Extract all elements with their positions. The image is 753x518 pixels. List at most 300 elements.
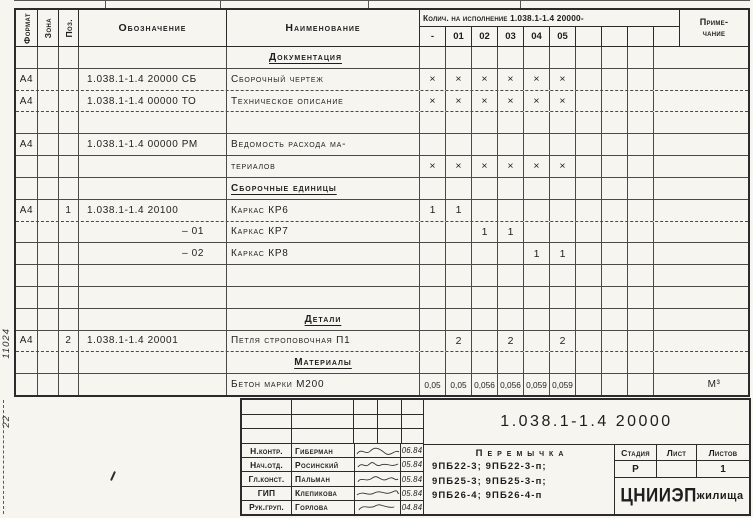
- signature-scribble: [355, 472, 401, 485]
- qty-col-label: 03: [498, 27, 524, 46]
- revision-cell: [292, 429, 355, 443]
- qty-cell: [628, 156, 654, 177]
- name-text: Каркас КР7: [231, 226, 289, 238]
- qty-cell: [446, 243, 472, 264]
- stage-header-row: [615, 445, 749, 461]
- note-cell: [680, 91, 748, 112]
- section-heading: Документация: [269, 51, 342, 63]
- qty-cell: [446, 112, 472, 133]
- qty-cell: ×: [550, 91, 576, 112]
- pos-cell: [59, 265, 79, 286]
- qty-cell: [420, 331, 446, 352]
- approval-date: 05.84: [401, 488, 423, 498]
- qty-cells: [420, 91, 680, 112]
- quantity-group-title: Колич. на исполнение 1.038.1-1.4 20000-: [420, 10, 679, 27]
- qty-cell: [602, 222, 628, 243]
- format-cell: [16, 352, 38, 373]
- revision-cell: [402, 415, 423, 429]
- zone-cell: [38, 91, 59, 112]
- note-cell: [680, 265, 748, 286]
- qty-cell: 1: [446, 200, 472, 221]
- qty-cell: [602, 134, 628, 155]
- qty-cells: [420, 352, 680, 373]
- qty-cell: [654, 309, 680, 330]
- format-cell: А4: [16, 69, 38, 90]
- organization-logo: [615, 478, 749, 514]
- qty-cell: [602, 265, 628, 286]
- qty-cell: [472, 352, 498, 373]
- qty-cell: [628, 69, 654, 90]
- qty-cell: [524, 222, 550, 243]
- zone-cell: [38, 69, 59, 90]
- qty-cell: [550, 47, 576, 68]
- qty-cell: [472, 112, 498, 133]
- qty-cell: [602, 374, 628, 395]
- qty-cell: [654, 69, 680, 90]
- qty-cell: [524, 112, 550, 133]
- qty-col-label: 01: [446, 27, 472, 46]
- qty-cell: [446, 47, 472, 68]
- qty-cell: [550, 178, 576, 199]
- qty-cell: [472, 134, 498, 155]
- qty-cell: [524, 331, 550, 352]
- approval-row: [242, 458, 423, 472]
- name-cell: [227, 243, 420, 264]
- designation-cell: 1.038.1-1.4 20000 СБ: [79, 69, 227, 90]
- note-cell: [680, 47, 748, 68]
- qty-cell: 0,05: [420, 374, 446, 395]
- approval-role: Рук.груп.: [242, 501, 292, 514]
- name-cell: [227, 134, 420, 155]
- qty-cell: [628, 243, 654, 264]
- designation-cell: 1.038.1-1.4 00000 ТО: [79, 91, 227, 112]
- format-cell: [16, 287, 38, 308]
- qty-cell: 1: [550, 243, 576, 264]
- qty-cell: [628, 287, 654, 308]
- qty-cell: [602, 331, 628, 352]
- stage-label: Стадия: [615, 445, 657, 460]
- note-cell: [680, 112, 748, 133]
- margin-inventory-number: 11024: [1, 328, 12, 359]
- zone-cell: [38, 200, 59, 221]
- stage-sheet-block: [615, 445, 749, 514]
- qty-cell: [576, 200, 602, 221]
- name-cell: [227, 178, 420, 199]
- qty-cell: [524, 352, 550, 373]
- designation-cell: [79, 112, 227, 133]
- designation-cell: [79, 47, 227, 68]
- name-text: Каркас КР6: [231, 204, 289, 216]
- qty-cell: [550, 352, 576, 373]
- revision-cell: [292, 400, 355, 414]
- designation-cell: 1.038.1-1.4 20100: [79, 200, 227, 221]
- qty-cell: [602, 309, 628, 330]
- col-header-zone-label: Зона: [43, 17, 53, 39]
- qty-cell: [654, 243, 680, 264]
- zone-cell: [38, 309, 59, 330]
- qty-cell: [602, 91, 628, 112]
- qty-cell: [550, 200, 576, 221]
- qty-cell: [576, 331, 602, 352]
- approval-row: [242, 501, 423, 514]
- revision-cell: [354, 429, 378, 443]
- spec-row: [16, 374, 748, 395]
- sheets-label: Листов: [708, 447, 738, 458]
- note-cell: [680, 309, 748, 330]
- qty-cell: [498, 352, 524, 373]
- qty-cell: [498, 112, 524, 133]
- qty-cell: ×: [420, 156, 446, 177]
- sheets-value: 1: [720, 463, 726, 475]
- designation-cell: 1.038.1-1.4 20001: [79, 331, 227, 352]
- qty-col-label: [602, 27, 628, 46]
- qty-cell: [420, 112, 446, 133]
- spec-row: [16, 243, 748, 265]
- qty-cell: [628, 178, 654, 199]
- qty-cell: [576, 287, 602, 308]
- name-cell: [227, 69, 420, 90]
- pos-cell: [59, 178, 79, 199]
- spec-row: [16, 47, 748, 69]
- revision-grid: [242, 400, 423, 444]
- zone-cell: [38, 265, 59, 286]
- section-heading: Материалы: [294, 357, 352, 369]
- qty-cells: [420, 222, 680, 243]
- organization-name-main: ЦНИИЭП: [620, 484, 697, 507]
- qty-col-label: -: [420, 27, 446, 46]
- format-cell: [16, 112, 38, 133]
- qty-cell: [576, 112, 602, 133]
- col-header-quantity-group: [420, 10, 680, 46]
- signature-scribble: [355, 487, 401, 500]
- note-header-line1: Приме-: [699, 16, 729, 27]
- title-block-right: [424, 400, 749, 514]
- qty-cells: [420, 178, 680, 199]
- qty-cell: 1: [524, 243, 550, 264]
- designation-cell: – 01: [79, 222, 227, 243]
- zone-cell: [38, 243, 59, 264]
- section-heading: Сборочные единицы: [231, 182, 337, 194]
- qty-cell: [498, 47, 524, 68]
- qty-cell: [576, 156, 602, 177]
- approval-role: ГИП: [242, 487, 292, 500]
- name-text: Бетон марки М200: [231, 379, 325, 391]
- qty-cell: [472, 47, 498, 68]
- qty-cells: [420, 287, 680, 308]
- qty-cell: [498, 178, 524, 199]
- qty-cell: [472, 243, 498, 264]
- name-cell: [227, 352, 420, 373]
- revision-cell: [354, 400, 378, 414]
- spec-row: [16, 309, 748, 331]
- qty-cell: [524, 200, 550, 221]
- qty-cell: [602, 352, 628, 373]
- qty-cell: 0,056: [472, 374, 498, 395]
- qty-cell: [576, 91, 602, 112]
- approval-name: Горлова: [292, 501, 355, 514]
- qty-cell: 0,056: [498, 374, 524, 395]
- qty-cell: [524, 287, 550, 308]
- approval-row: [242, 444, 423, 458]
- zone-cell: [38, 134, 59, 155]
- pos-cell: [59, 287, 79, 308]
- zone-cell: [38, 222, 59, 243]
- revision-cell: [402, 429, 423, 443]
- qty-cells: [420, 309, 680, 330]
- qty-cell: ×: [446, 69, 472, 90]
- qty-cell: [628, 91, 654, 112]
- qty-cells: [420, 374, 680, 395]
- designation-cell: [79, 352, 227, 373]
- spec-row: [16, 178, 748, 200]
- format-cell: А4: [16, 331, 38, 352]
- qty-cell: [602, 200, 628, 221]
- zone-cell: [38, 47, 59, 68]
- pos-cell: [59, 352, 79, 373]
- qty-cell: [550, 222, 576, 243]
- qty-cells: [420, 200, 680, 221]
- approval-role: Гл.конст.: [242, 472, 292, 485]
- col-header-format-label: Формат: [21, 12, 32, 44]
- qty-cell: [498, 134, 524, 155]
- qty-cell: [472, 265, 498, 286]
- qty-cell: [654, 47, 680, 68]
- qty-cell: [420, 309, 446, 330]
- qty-cell: ×: [498, 91, 524, 112]
- note-cell: [680, 178, 748, 199]
- qty-cell: [576, 309, 602, 330]
- spec-table-header: [16, 10, 748, 47]
- document-number: 1.038.1-1.4 20000: [424, 400, 749, 445]
- qty-col-label: [628, 27, 654, 46]
- qty-cell: [654, 222, 680, 243]
- qty-cell: [576, 69, 602, 90]
- qty-cell: [602, 47, 628, 68]
- stray-pen-mark: [110, 471, 116, 481]
- qty-cell: [420, 47, 446, 68]
- note-cell: М³: [707, 379, 721, 391]
- spec-row: [16, 112, 748, 134]
- approval-row: [242, 487, 423, 501]
- signature-scribble: [355, 458, 401, 471]
- section-heading: Детали: [304, 313, 342, 325]
- approval-role: Нач.отд.: [242, 458, 292, 471]
- approval-date: 06.84: [401, 446, 423, 456]
- note-cell: [680, 200, 748, 221]
- zone-cell: [38, 374, 59, 395]
- pos-cell: [59, 69, 79, 90]
- qty-cell: 1: [420, 200, 446, 221]
- qty-cell: [420, 352, 446, 373]
- qty-cell: [498, 243, 524, 264]
- qty-col-label: 05: [550, 27, 576, 46]
- spec-table-body: [16, 47, 748, 395]
- zone-cell: [38, 352, 59, 373]
- qty-cell: [628, 331, 654, 352]
- name-cell: [227, 222, 420, 243]
- title-block: [240, 398, 751, 516]
- qty-cell: [576, 47, 602, 68]
- revision-cell: [242, 429, 292, 443]
- pos-cell: [59, 134, 79, 155]
- qty-cell: [550, 287, 576, 308]
- note-cell: [680, 134, 748, 155]
- qty-cell: [602, 178, 628, 199]
- spec-row: [16, 134, 748, 156]
- qty-cell: [472, 331, 498, 352]
- qty-cell: [628, 222, 654, 243]
- qty-cell: 1: [472, 222, 498, 243]
- qty-cell: [420, 178, 446, 199]
- stage-value-row: [615, 461, 749, 478]
- name-cell: [227, 112, 420, 133]
- revision-cell: [402, 400, 423, 414]
- designation-cell: [79, 287, 227, 308]
- note-cell: [680, 331, 748, 352]
- product-line: 9ПБ26-4; 9ПБ26-4-п: [432, 490, 543, 502]
- revision-cell: [292, 415, 355, 429]
- qty-cells: [420, 156, 680, 177]
- qty-cell: [550, 112, 576, 133]
- qty-cell: [654, 265, 680, 286]
- revision-row: [242, 400, 423, 415]
- specification-table: [14, 8, 750, 397]
- qty-cell: [420, 287, 446, 308]
- revision-cell: [378, 400, 402, 414]
- pos-cell: [59, 112, 79, 133]
- qty-cell: [576, 352, 602, 373]
- name-cell: [227, 309, 420, 330]
- name-cell: [227, 156, 420, 177]
- zone-cell: [38, 287, 59, 308]
- qty-cell: [498, 200, 524, 221]
- qty-cells: [420, 134, 680, 155]
- qty-cell: [420, 134, 446, 155]
- qty-cell: ×: [420, 91, 446, 112]
- qty-cell: [576, 374, 602, 395]
- approval-name: Росинский: [292, 458, 355, 471]
- qty-cell: [654, 352, 680, 373]
- qty-cell: [550, 265, 576, 286]
- qty-cell: [602, 243, 628, 264]
- approval-name: Гиберман: [292, 444, 355, 457]
- revision-row: [242, 429, 423, 443]
- qty-cell: [654, 178, 680, 199]
- format-cell: [16, 222, 38, 243]
- col-header-zone: [38, 10, 59, 46]
- revision-cell: [242, 415, 292, 429]
- qty-cell: ×: [524, 69, 550, 90]
- pos-cell: [59, 243, 79, 264]
- designation-cell: – 02: [79, 243, 227, 264]
- qty-cell: ×: [472, 91, 498, 112]
- qty-cell: [420, 265, 446, 286]
- qty-col-label: [576, 27, 602, 46]
- qty-cell: [524, 47, 550, 68]
- col-header-position-label: Поз.: [63, 18, 74, 38]
- approval-name: Пальман: [292, 472, 355, 485]
- product-line: 9ПБ25-3; 9ПБ25-3-п;: [432, 475, 547, 487]
- qty-cell: [446, 352, 472, 373]
- qty-cell: 0,059: [550, 374, 576, 395]
- qty-cells: [420, 331, 680, 352]
- revision-cell: [378, 429, 402, 443]
- qty-cell: [524, 134, 550, 155]
- designation-cell: [79, 309, 227, 330]
- qty-cell: [628, 374, 654, 395]
- note-cell: [680, 243, 748, 264]
- qty-cell: [576, 222, 602, 243]
- qty-cell: [654, 287, 680, 308]
- margin-sheet-number: 22: [1, 415, 12, 428]
- format-cell: [16, 47, 38, 68]
- qty-cell: [524, 309, 550, 330]
- qty-cell: [446, 222, 472, 243]
- qty-cell: [446, 287, 472, 308]
- pos-cell: [59, 156, 79, 177]
- format-cell: [16, 243, 38, 264]
- qty-cell: [654, 91, 680, 112]
- qty-col-label: 04: [524, 27, 550, 46]
- qty-cell: [654, 134, 680, 155]
- qty-cell: [628, 112, 654, 133]
- spec-row: [16, 287, 748, 309]
- spec-row: [16, 156, 748, 178]
- qty-cell: ×: [524, 156, 550, 177]
- qty-cell: [420, 243, 446, 264]
- approval-rows: [242, 444, 423, 514]
- col-header-position: [59, 10, 79, 46]
- name-text: Каркас КР8: [231, 248, 289, 260]
- format-cell: А4: [16, 200, 38, 221]
- qty-cell: [576, 243, 602, 264]
- organization-name-sub: жилища: [696, 490, 744, 502]
- note-header-line2: чание: [702, 28, 726, 38]
- qty-cells: [420, 112, 680, 133]
- stage-value: Р: [615, 461, 657, 477]
- qty-cell: ×: [446, 156, 472, 177]
- spec-row: [16, 69, 748, 91]
- col-header-designation: Обозначение: [79, 10, 227, 46]
- col-header-name: Наименование: [227, 10, 420, 46]
- qty-cell: [472, 309, 498, 330]
- qty-cell: [472, 287, 498, 308]
- name-cell: [227, 331, 420, 352]
- qty-cell: 0,059: [524, 374, 550, 395]
- qty-cell: [524, 178, 550, 199]
- spec-row: [16, 352, 748, 374]
- pos-cell: [59, 222, 79, 243]
- name-text: териалов: [231, 160, 276, 172]
- note-cell: [680, 287, 748, 308]
- pos-cell: [59, 309, 79, 330]
- designation-cell: 1.038.1-1.4 00000 РМ: [79, 134, 227, 155]
- qty-cell: [602, 287, 628, 308]
- revision-cell: [242, 400, 292, 414]
- product-description: [424, 445, 615, 514]
- qty-cell: ×: [446, 91, 472, 112]
- title-block-left: [242, 400, 424, 514]
- qty-cell: [602, 156, 628, 177]
- qty-cell: [654, 374, 680, 395]
- qty-cell: [654, 112, 680, 133]
- zone-cell: [38, 331, 59, 352]
- qty-cell: [654, 331, 680, 352]
- spec-row: [16, 331, 748, 353]
- qty-cell: [628, 47, 654, 68]
- qty-cell: [550, 309, 576, 330]
- signature-scribble: [355, 501, 401, 514]
